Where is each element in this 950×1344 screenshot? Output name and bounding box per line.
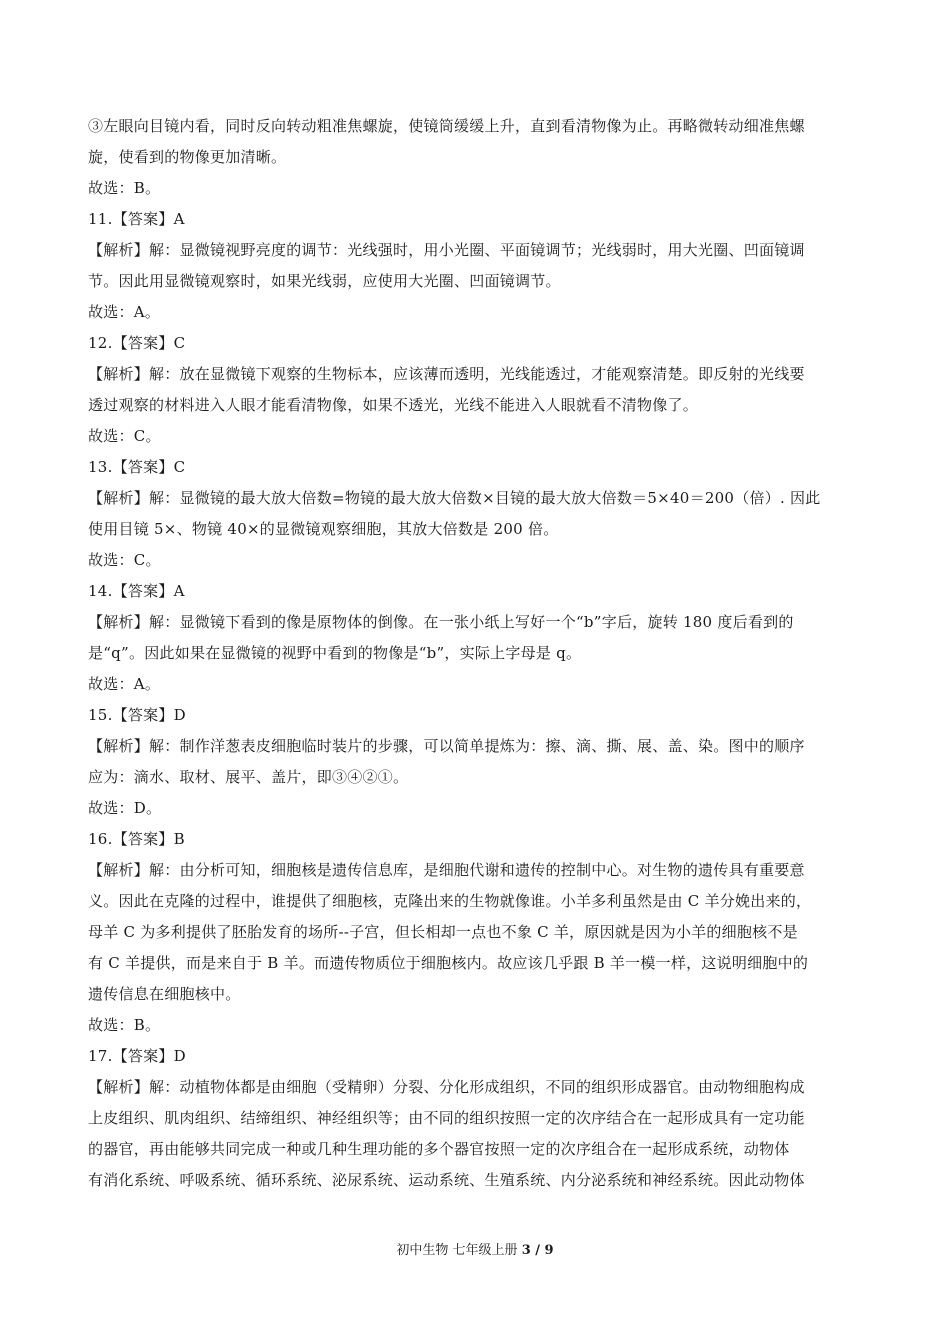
text-line: 故选：D。 [88,799,162,817]
text-line: 故选：C。 [88,427,161,445]
text-line: 14.【答案】A [88,582,185,600]
text-line: 【解析】解：放在显微镜下观察的生物标本，应该薄而透明，光线能透过，才能观察清楚。即反射的光线要 [88,365,805,383]
text-line: 13.【答案】C [88,458,186,476]
text-line: 义。因此在克隆的过程中，谁提供了细胞核，克隆出来的生物就像谁。小羊多利虽然是由 C 羊分娩出来的， [88,892,812,910]
text-line: 故选：C。 [88,551,161,569]
text-line: 上皮组织、肌肉组织、结缔组织、神经组织等；由不同的组织按照一定的次序结合在一起形成具有一定功能 [88,1109,805,1127]
text-line: 是“q”。因此如果在显微镜的视野中看到的物像是“b”，实际上字母是 q。 [88,644,582,662]
text-line: 应为：滴水、取材、展平、盖片，即③④②①。 [88,768,409,786]
text-line: 【解析】解：动植物体都是由细胞（受精卵）分裂、分化形成组织，不同的组织形成器官。由动物细胞构成 [88,1078,805,1096]
text-line: 旋，使看到的物像更加清晰。 [88,148,287,166]
text-line: 遗传信息在细胞核中。 [88,985,241,1003]
text-line: 【解析】解：显微镜下看到的像是原物体的倒像。在一张小纸上写好一个“b”字后，旋转 180 度后看到的 [88,613,794,631]
text-line: 【解析】解：显微镜视野亮度的调节：光线强时，用小光圈、平面镜调节；光线弱时，用大光圈、凹面镜调 [88,241,805,259]
text-line: 【解析】解：制作洋葱表皮细胞临时装片的步骤，可以简单提炼为：擦、滴、撕、展、盖、染。图中的顺序 [88,737,805,755]
text-line: 17.【答案】D [88,1047,186,1065]
text-line: 【解析】解：显微镜的最大放大倍数=物镜的最大放大倍数×目镜的最大放大倍数＝5×40＝200（倍）. 因此 [88,489,821,507]
document-body [88,111,866,1196]
text-line: 12.【答案】C [88,334,186,352]
text-line: 故选：B。 [88,1016,161,1034]
text-line: 故选：A。 [88,303,161,321]
text-line: ③左眼向目镜内看，同时反向转动粗准焦螺旋，使镜筒缓缓上升，直到看清物像为止。再略微转动细准焦螺 [88,117,805,135]
text-line: 有 C 羊提供，而是来自于 B 羊。而遗传物质位于细胞核内。故应该几乎跟 B 羊一模一样，这说明细胞中的 [88,954,809,972]
text-line: 母羊 C 为多利提供了胚胎发育的场所--子宫，但长相却一点也不象 C 羊，原因就是因为小羊的细胞核不是 [88,923,798,941]
text-line: 15.【答案】D [88,706,186,724]
text-line: 故选：A。 [88,675,161,693]
text-line: 透过观察的材料进入人眼才能看清物像，如果不透光，光线不能进入人眼就看不清物像了。 [88,396,699,414]
footer-label: 初中生物 七年级上册 [396,1243,518,1258]
text-line: 故选：B。 [88,179,161,197]
text-line: 16.【答案】B [88,830,185,848]
text-line: 的器官，再由能够共同完成一种或几种生理功能的多个器官按照一定的次序组合在一起形成系统，动物体 [88,1140,790,1158]
page-number: 3 / 9 [521,1243,554,1258]
text-line: 11.【答案】A [88,210,185,228]
page-footer [0,1242,950,1260]
text-line: 【解析】解：由分析可知，细胞核是遗传信息库，是细胞代谢和遗传的控制中心。对生物的遗传具有重要意 [88,861,805,879]
text-line: 节。因此用显微镜观察时，如果光线弱，应使用大光圈、凹面镜调节。 [88,272,561,290]
text-line: 使用目镜 5×、物镜 40×的显微镜观察细胞，其放大倍数是 200 倍。 [88,520,559,538]
text-line: 有消化系统、呼吸系统、循环系统、泌尿系统、运动系统、生殖系统、内分泌系统和神经系统。因此动物体 [88,1171,805,1189]
